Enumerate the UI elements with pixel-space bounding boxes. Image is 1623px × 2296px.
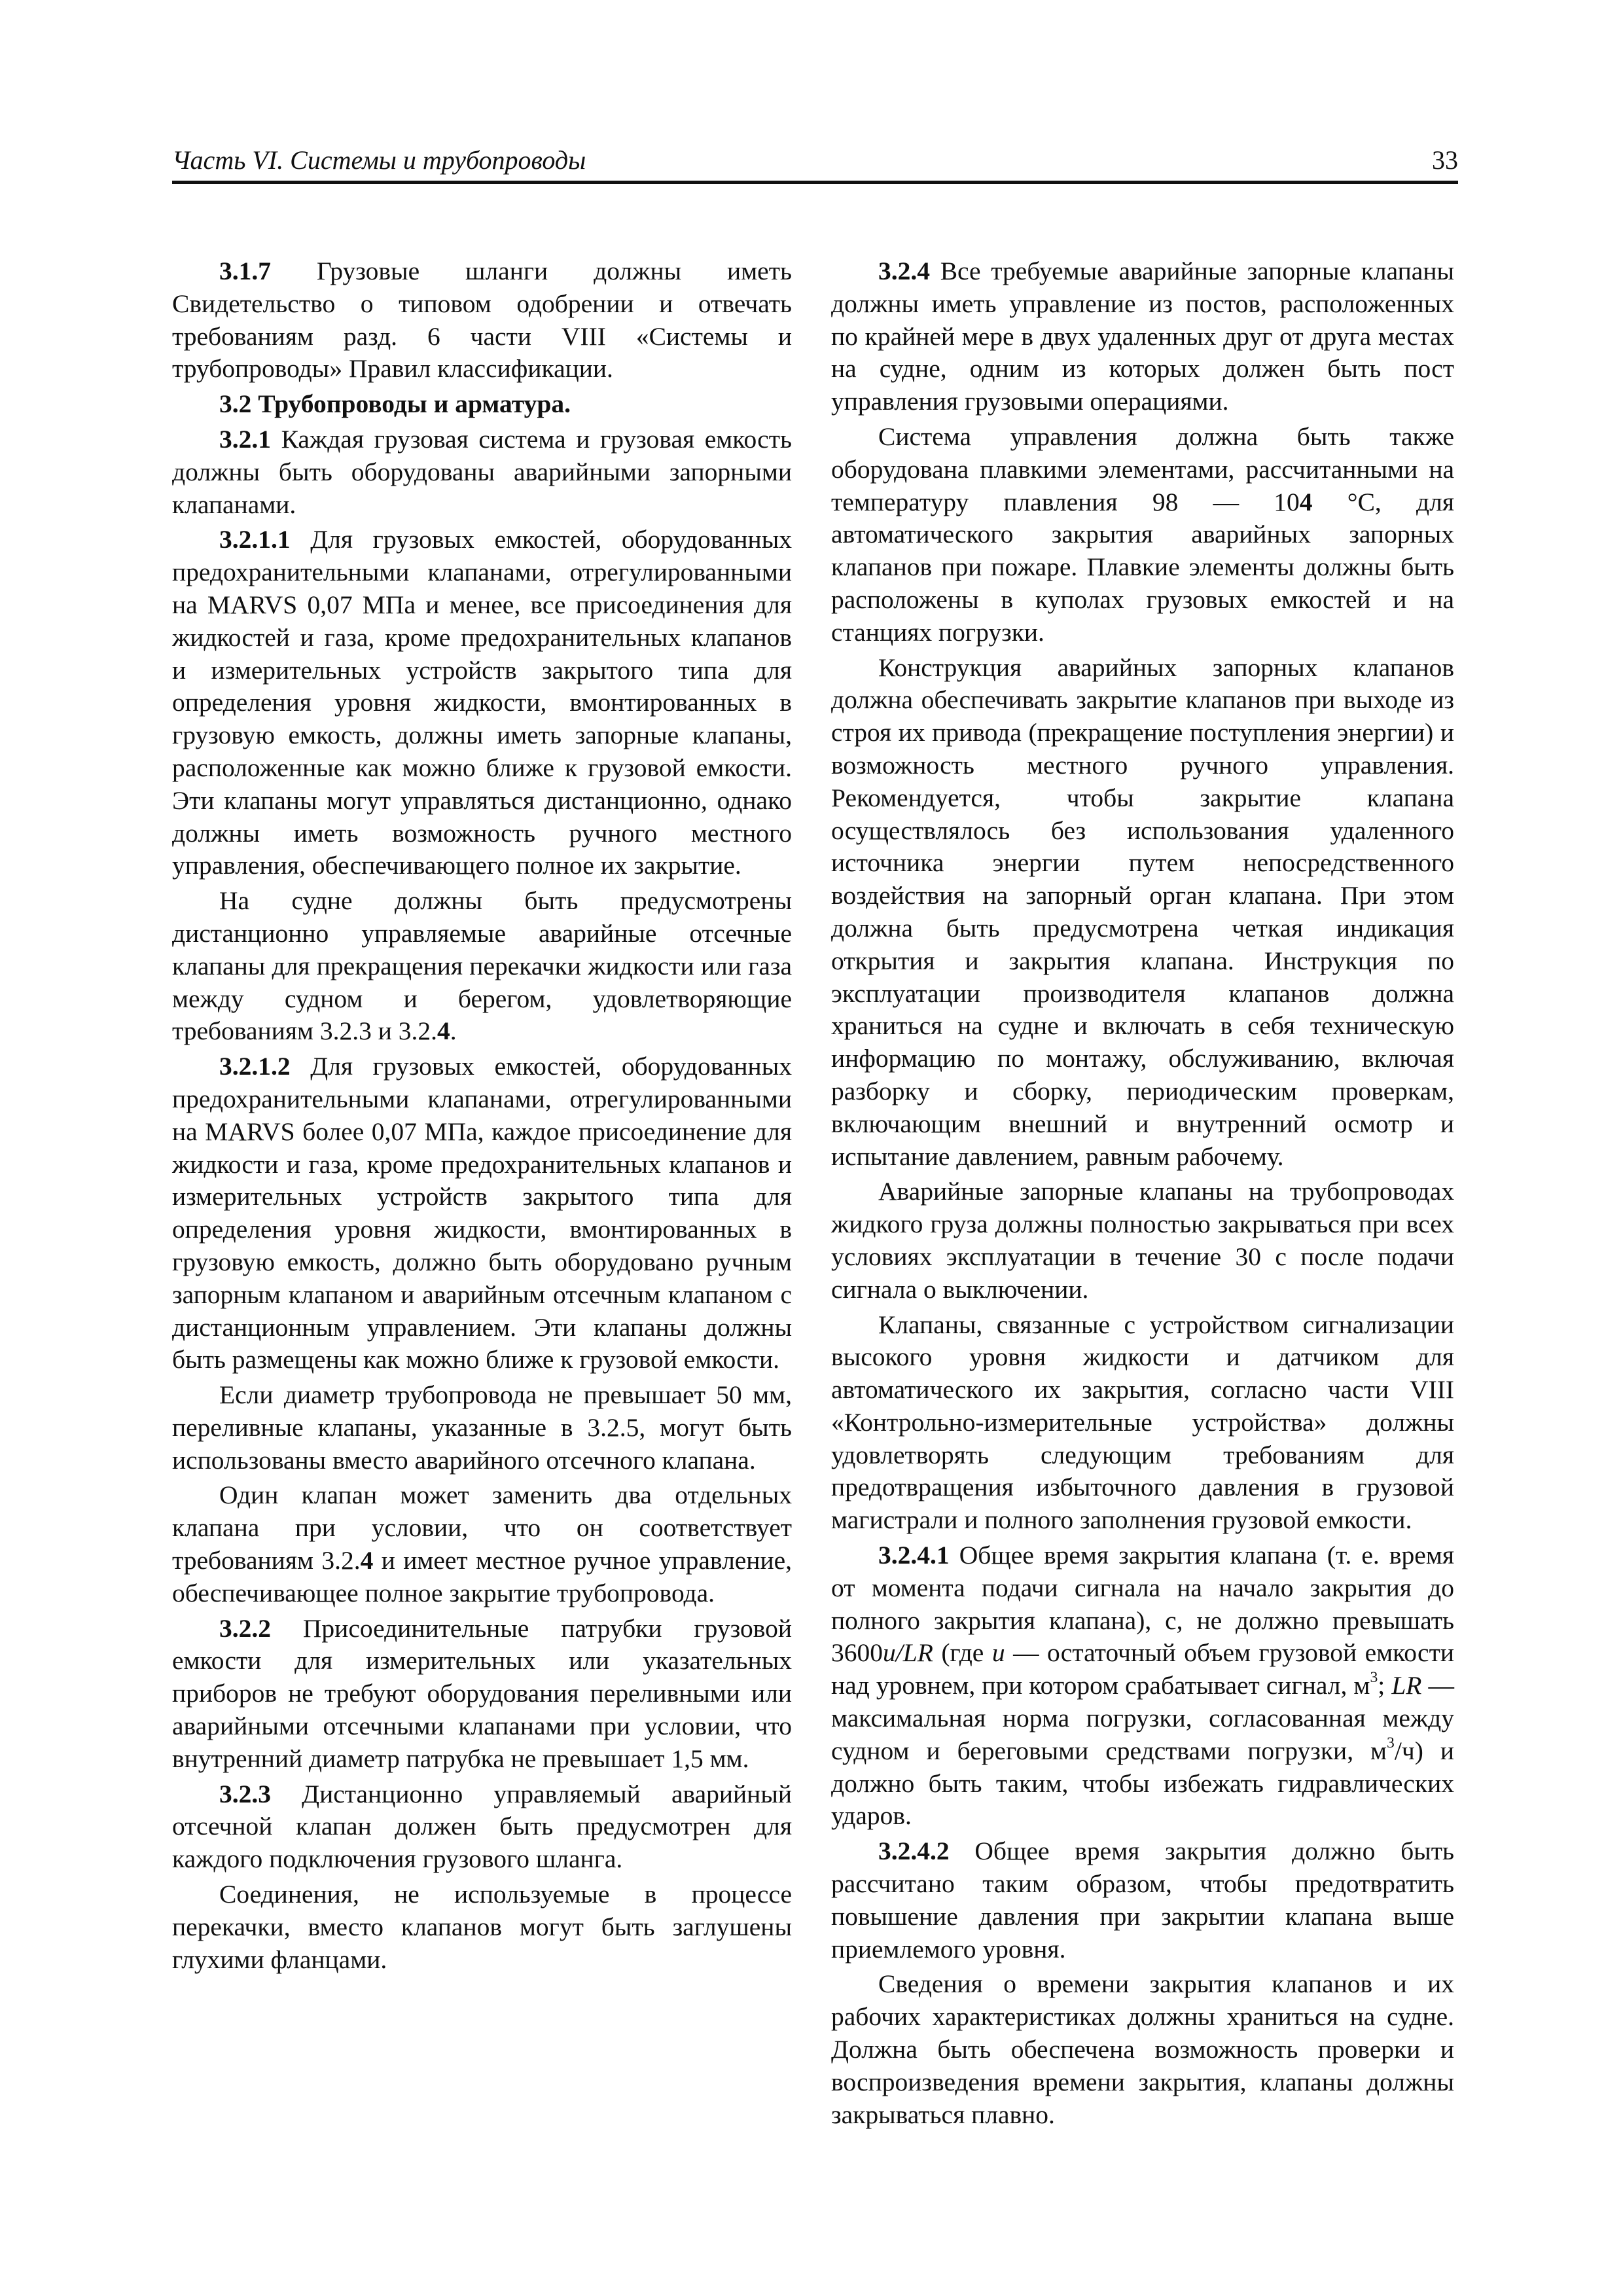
paragraph-high-level-alarm: Клапаны, связанные с устройством сигнализации высокого уровня жидкости и датчиком для автоматического их закрытия, согласно части VIII «Контрольно-измерительные устройства» должны удовлетворять следующим требованиям для предотвращения избыточного давления в грузовой магистрали и полного заполнения грузовой емкости. (831, 1310, 1454, 1535)
clause-number: 3.2.3 (219, 1779, 271, 1808)
paragraph-3-2-3: 3.2.3 Дистанционно управляемый аварийный отсечной клапан должен быть предусмотрен для каждого подключения грузового шланга. (172, 1779, 792, 1874)
paragraph-3-2-4-2: 3.2.4.2 Общее время закрытия должно быть рассчитано таким образом, чтобы предотвратить повышение давления при закрытии клапана выше приемлемого уровня. (831, 1837, 1454, 1964)
paragraph-single-valve: Один клапан может заменить два отдельных клапана при условии, что он соответствует требованиям 3.2.4 и имеет местное ручное управление, обеспечивающее полное закрытие трубопровода. (172, 1480, 792, 1607)
running-title: Часть VI. Системы и трубопроводы (172, 145, 586, 175)
clause-number: 3.2.4.1 (878, 1541, 950, 1570)
clause-number: 3.2.4 (878, 257, 930, 285)
paragraph-3-1-7: 3.1.7 Грузовые шланги должны иметь Свидетельство о типовом одобрении и отвечать требованиям разд. 6 части VIII «Системы и трубопроводы» Правил классификации. (172, 257, 792, 384)
paragraph-pipe-diameter: Если диаметр трубопровода не превышает 50 мм, переливные клапаны, указанные в 3.2.5, могут быть использованы вместо аварийного отсечного клапана. (172, 1380, 792, 1475)
paragraph-valve-design: Конструкция аварийных запорных клапанов должна обеспечивать закрытие клапанов при выходе из строя их привода (прекращение поступления энергии) и возможность местного ручного управления. Рекомендуется, чтобы закрытие клапана осуществлялось без использования удаленного источника энергии путем непосредственного воздействия на запорный орган клапана. При этом должна быть предусмотрена четкая индикация открытия и закрытия клапана. Инструкция по эксплуатации производителя клапанов должна храниться на судне и включать в себя техническую информацию по монтажу, обслуживанию, включая разборку и сборку, периодическим проверкам, включающим внешний и внутренний осмотр и испытание давлением, равным рабочему. (831, 653, 1454, 1171)
clause-number: 3.2.2 (219, 1613, 271, 1643)
paragraph-3-2-2: 3.2.2 Присоединительные патрубки грузовой емкости для измерительных или указательных приборов не требуют оборудования переливными или аварийными отсечными клапанами при условии, что внутренний диаметр патрубка не превышает 1,5 мм. (172, 1613, 792, 1773)
paragraph-fusible-elements: Система управления должна быть также оборудована плавкими элементами, рассчитанными на температуру плавления 98 — 104 °С, для автоматического закрытия аварийных запорных клапанов при пожаре. Плавкие элементы должны быть расположены в куполах грузовых емкостей и на станциях погрузки. (831, 422, 1454, 647)
paragraph-3-2-1-1: 3.2.1.1 Для грузовых емкостей, оборудованных предохранительными клапанами, отрегулированными на MARVS 0,07 МПа и менее, все присоединения для жидкостей и газа, кроме предохранительных клапанов и измерительных устройств закрытого типа для определения уровня жидкости, вмонтированных в грузовую емкость, должны иметь запорные клапаны, расположенные как можно ближе к грузовой емкости. Эти клапаны могут управляться дистанционно, однако должны иметь возможность ручного местного управления, обеспечивающего полное их закрытие. (172, 525, 792, 880)
paragraph-closing-records: Сведения о времени закрытия клапанов и их рабочих характеристиках должны храниться на судне. Должна быть обеспечена возможность проверки и воспроизведения времени закрытия, клапаны должны закрываться плавно. (831, 1969, 1454, 2129)
page-header (172, 143, 1458, 184)
page-number: 33 (1432, 145, 1458, 175)
paragraph-3-2-1: 3.2.1 Каждая грузовая система и грузовая емкость должны быть оборудованы аварийными запорными клапанами. (172, 424, 792, 519)
paragraph-remote-valves: На судне должны быть предусмотрены дистанционно управляемые аварийные отсечные клапаны для прекращения перекачки жидкости или газа между судном и берегом, удовлетворяющие требованиям 3.2.3 и 3.2.4. (172, 886, 792, 1046)
paragraph-3-2-1-2: 3.2.1.2 Для грузовых емкостей, оборудованных предохранительными клапанами, отрегулированными на MARVS более 0,07 МПа, каждое присоединение для жидкости и газа, кроме предохранительных клапанов и измерительных устройств закрытого типа для определения уровня жидкости, вмонтированных в грузовую емкость, должно быть оборудовано ручным запорным клапаном и аварийным отсечным клапаном с дистанционным управлением. Эти клапаны должны быть размещены как можно ближе к грузовой емкости. (172, 1052, 792, 1374)
paragraph-closing-30s: Аварийные запорные клапаны на трубопроводах жидкого груза должны полностью закрываться при всех условиях эксплуатации в течение 30 с после подачи сигнала о выключении. (831, 1177, 1454, 1304)
clause-number: 3.2.4.2 (878, 1837, 950, 1866)
clause-number: 3.2.1.2 (219, 1052, 291, 1081)
paragraph-3-2-4-1: 3.2.4.1 Общее время закрытия клапана (т. е. время от момента подачи сигнала на начало закрытия до полного закрытия клапана), с, не должно превышать 3600u/LR (где u — остаточный объем грузовой емкости над уровнем, при котором срабатывает сигнал, $м^3$; LR — максимальная норма погрузки, согласованная между судном и береговыми средствами погрузки, $м^3/ч$) и должно быть таким, чтобы избежать гидравлических ударов. (831, 1541, 1455, 1831)
paragraph-3-2-4: 3.2.4 Все требуемые аварийные запорные клапаны должны иметь управление из постов, расположенных по крайней мере в двух удаленных друг от друга местах на судне, одним из которых должен быть пост управления грузовыми операциями. (831, 257, 1454, 416)
section-heading-3-2: 3.2 Трубопроводы и арматура. (219, 389, 571, 419)
clause-number: 3.2.1 (219, 424, 271, 454)
clause-number: 3.2.1.1 (219, 525, 291, 554)
right-column (831, 255, 1454, 2131)
left-column (172, 255, 792, 1976)
paragraph-blind-flanges: Соединения, не используемые в процессе перекачки, вместо клапанов могут быть заглушены глухими фланцами. (172, 1880, 792, 1974)
clause-number: 3.1.7 (219, 257, 271, 285)
